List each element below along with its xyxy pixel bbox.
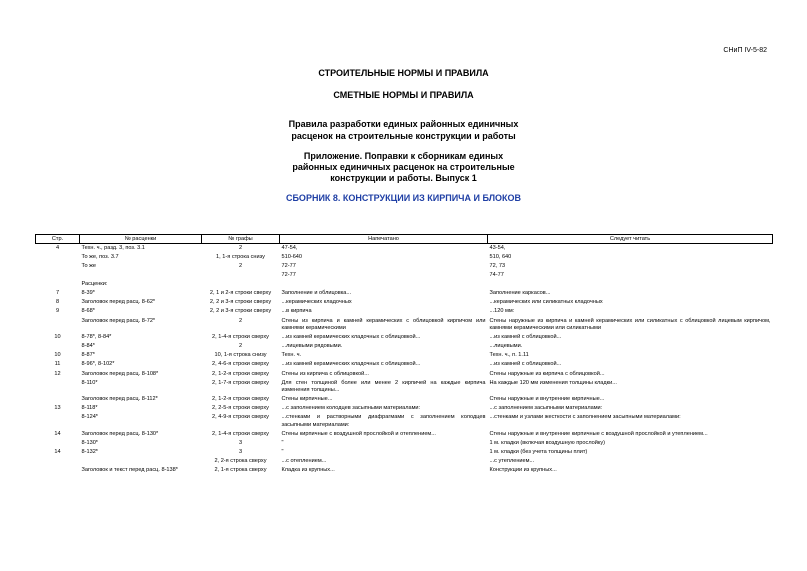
cell-rate-number: 8-39* (81, 290, 95, 297)
cell-page: 12 (54, 370, 61, 377)
cell-should-read: 510, 640 (489, 253, 512, 260)
cell-rate-number (80, 457, 202, 466)
cell-rate-number: 8-130* (81, 440, 98, 447)
cell-rate-number: 8-118* (81, 405, 98, 412)
table-row (36, 308, 773, 317)
cell-should-read: ...керамических или силикатных кладочных (489, 299, 603, 306)
cell-should-read: 1 м. кладки (без учета толщины плит) (489, 449, 588, 456)
cell-should-read: 1 м. кладки (включая воздушную прослойку) (489, 440, 606, 447)
cell-page (36, 342, 80, 351)
cell-page (36, 439, 80, 448)
corrections-table (35, 234, 773, 476)
table-row (36, 448, 773, 457)
cell-column-number: 2, 1-7-я строки сверху (212, 379, 269, 386)
table-row (36, 244, 773, 254)
cell-page (36, 379, 80, 396)
cell-column-number: 2, 1-4-я строки сверху (212, 430, 269, 437)
cell-page (36, 253, 80, 262)
cell-page (36, 467, 80, 476)
cell-page (36, 271, 80, 280)
cell-rate-number: 8-124* (81, 414, 98, 421)
cell-should-read: ...с утеплением... (489, 458, 535, 465)
cell-rate-number: То же, поз. 3.7 (81, 253, 119, 260)
cell-rate-number: 8-84* (81, 343, 95, 350)
cell-page: 13 (54, 405, 61, 412)
cell-should-read: Стены наружные из кирпича и камней керамических или силикатных с облицовкой лицевым кирпичом, камнями керамическими или силикатными (489, 317, 771, 332)
appendix-title-line: районных единичных расценок на строительные (292, 162, 515, 172)
cell-column-number: 10, 1-я строка снизу (214, 352, 267, 359)
cell-page: 9 (55, 308, 60, 315)
header-printed: Напечатано (280, 235, 488, 244)
table-row (36, 405, 773, 414)
cell-column-number: 2, 2 и 3-я строки сверху (209, 308, 272, 315)
header-column-number: № графы (202, 235, 280, 244)
table-row (36, 342, 773, 351)
cell-column-number: 2, 1 и 2-я строки сверху (209, 290, 272, 297)
appendix-title (0, 151, 807, 184)
cell-should-read: ...из камней с облицовкой... (489, 334, 562, 341)
cell-printed: ...с заполнением колодцев засыпными материалами: (281, 405, 421, 412)
table-row (36, 352, 773, 361)
cell-printed: 47-54, (281, 244, 298, 251)
table-row (36, 361, 773, 370)
cell-printed: ...керамических кладочных (281, 299, 352, 306)
header-rate-number: № расценки (80, 235, 202, 244)
cell-should-read: ...120 мм: (489, 308, 515, 315)
cell-printed: Стены кирпичные с воздушной прослойкой и отеплением... (281, 430, 436, 437)
table-row (36, 289, 773, 298)
cell-should-read: Стены наружные из кирпича с облицовкой... (489, 370, 605, 377)
cell-rate-number: Заголовок и текст перед расц. 8-138* (81, 467, 178, 474)
rules-title-line: расценок на строительные конструкции и работы (291, 131, 516, 141)
cell-rate-number: Заголовок перед расц. 8-108* (81, 370, 159, 377)
cell-printed: Стены кирпичные... (281, 396, 333, 403)
cell-column-number: 1, 1-я строка снизу (216, 253, 265, 260)
cell-printed: ...из камней керамических кладочных с облицовкой... (281, 334, 421, 341)
cell-printed: Стены из кирпича и камней керамических с облицовкой кирпичом или камнями керамическими (281, 317, 486, 332)
cell-should-read: 74-77 (489, 272, 504, 279)
cell-rate-number: Заголовок перед расц. 8-130* (81, 430, 159, 437)
cell-should-read: Стены наружные и внутренние кирпичные... (489, 396, 605, 403)
cell-printed: ...лицевыми рядовыми. (281, 343, 343, 350)
cell-printed: ...в кирпича (281, 308, 312, 315)
table-row (36, 317, 773, 334)
cell-rate-number (80, 271, 202, 280)
cell-should-read: ...стенками и узлами жесткости с заполнением засыпными материалами: (489, 414, 681, 421)
table-row (36, 370, 773, 379)
cell-column-number: 2, 1-2-я строки сверху (212, 370, 269, 377)
cell-printed: Техн. ч. (281, 352, 302, 359)
cell-printed (280, 280, 488, 289)
cell-column-number: 2 (238, 343, 243, 350)
cell-printed: 510-640 (281, 253, 303, 260)
table-row (36, 379, 773, 396)
cell-should-read: ...с заполнением засыпными материалами: (489, 405, 603, 412)
cell-printed: Кладка из крупных... (281, 467, 335, 474)
cell-printed: 72-77 (281, 272, 296, 279)
cell-rate-number: Заголовок перед расц. 8-62* (81, 299, 156, 306)
cell-printed: Стены из кирпича с облицовкой... (281, 370, 369, 377)
cell-column-number (202, 271, 280, 280)
cell-should-read: Заполнение каркасов... (489, 290, 551, 297)
appendix-title-line: конструкции и работы. Выпуск 1 (330, 173, 477, 183)
cell-printed: Для стен толщиной более или менее 2 кирпичей на каждые кирпича изменения толщины... (281, 379, 486, 394)
table-row (36, 457, 773, 466)
cell-should-read: ...из камней с облицовкой... (489, 361, 562, 368)
cell-page (36, 262, 80, 271)
document-code: СНиП IV-5-82 (723, 47, 767, 54)
cell-column-number: 3 (238, 440, 243, 447)
cell-rate-number: Расценки: (81, 281, 108, 288)
cell-page: 8 (55, 299, 60, 306)
cell-column-number: 2, 1-4-я строки сверху (212, 334, 269, 341)
table-row (36, 253, 773, 262)
cell-page (36, 395, 80, 404)
cell-page: 14 (54, 449, 61, 456)
cell-page: 4 (55, 244, 60, 251)
table-row (36, 439, 773, 448)
cell-rate-number: 8-110* (81, 379, 98, 386)
cell-page: 10 (54, 334, 61, 341)
table-row (36, 262, 773, 271)
cell-rate-number: Заголовок перед расц. 8-112* (81, 396, 158, 403)
cell-should-read (488, 280, 773, 289)
cell-rate-number: 8-68* (81, 308, 95, 315)
table-row (36, 395, 773, 404)
cell-column-number: 2, 2-5-я строки сверху (212, 405, 269, 412)
cell-rate-number: Техн. ч., разд. 3, поз. 3.1 (81, 244, 145, 251)
header-should-read: Следует читать (488, 235, 773, 244)
cell-should-read: На каждые 120 мм изменения толщины кладки... (489, 379, 617, 386)
table-row (36, 299, 773, 308)
table-row (36, 333, 773, 342)
collection-title: СБОРНИК 8. КОНСТРУКЦИИ ИЗ КИРПИЧА И БЛОКОВ (285, 193, 522, 203)
table-row (36, 271, 773, 280)
appendix-title-line: Приложение. Поправки к сборникам единых (303, 151, 504, 161)
cell-printed: " (281, 440, 284, 447)
cell-rate-number: То же (81, 262, 96, 269)
cell-column-number: 2, 4-9-я строки сверху (212, 414, 269, 421)
cell-column-number: 2 (238, 317, 243, 324)
sub-heading: СМЕТНЫЕ НОРМЫ И ПРАВИЛА (333, 90, 474, 100)
cell-column-number: 2, 2-я строка сверху (214, 458, 267, 465)
cell-printed: ...из камней керамических кладочных с облицовкой... (281, 361, 421, 368)
cell-should-read: Стены наружные и внутренние кирпичные с воздушной прослойкой и утеплением... (489, 430, 708, 437)
cell-page: 10 (54, 352, 61, 359)
table-row (36, 467, 773, 476)
cell-printed: ...с отеплением... (281, 458, 327, 465)
cell-column-number: 3 (238, 449, 243, 456)
cell-rate-number: Заголовок перед расц. 8-72* (81, 317, 156, 324)
cell-page: 14 (54, 430, 61, 437)
cell-should-read: ...лицевыми. (489, 343, 523, 350)
cell-printed: " (281, 449, 284, 456)
rules-title (0, 118, 807, 142)
cell-printed: Заполнение и облицовка... (281, 290, 352, 297)
table-row (36, 414, 773, 431)
header-page: Стр. (36, 235, 80, 244)
cell-column-number: 2, 2 и 3-я строки сверху (209, 299, 272, 306)
cell-rate-number: 8-87* (81, 352, 95, 359)
table-row (36, 280, 773, 289)
cell-rate-number: 8-78*, 8-84* (81, 334, 112, 341)
cell-page (36, 457, 80, 466)
cell-page (36, 280, 80, 289)
cell-should-read: 72, 73 (489, 262, 506, 269)
cell-should-read: Техн. ч., п. 1.11 (489, 352, 529, 359)
cell-should-read: Конструкции из крупных... (489, 467, 557, 474)
cell-page: 11 (54, 361, 61, 368)
cell-page (36, 414, 80, 431)
cell-rate-number: 8-132* (81, 449, 98, 456)
cell-column-number: 2, 4-6-я строки сверху (212, 361, 269, 368)
table-header-row (36, 235, 773, 244)
cell-column-number: 2, 1-я строка сверху (214, 467, 267, 474)
cell-column-number: 2, 1-2-я строки сверху (212, 396, 269, 403)
cell-page (36, 317, 80, 334)
rules-title-line: Правила разработки единых районных единичных (288, 119, 519, 129)
cell-column-number: 2 (238, 262, 243, 269)
cell-column-number: 2 (238, 244, 243, 251)
cell-should-read: 43-54, (489, 244, 506, 251)
cell-printed: ...стенками и растворными диафрагмами с заполнением колодцев засыпными материалами: (281, 414, 486, 428)
cell-rate-number: 8-96*, 8-102* (81, 361, 115, 368)
table-row (36, 430, 773, 439)
cell-printed: 72-77 (281, 262, 296, 269)
main-heading: СТРОИТЕЛЬНЫЕ НОРМЫ И ПРАВИЛА (318, 68, 489, 78)
cell-column-number (202, 280, 280, 289)
cell-page: 7 (55, 290, 60, 297)
